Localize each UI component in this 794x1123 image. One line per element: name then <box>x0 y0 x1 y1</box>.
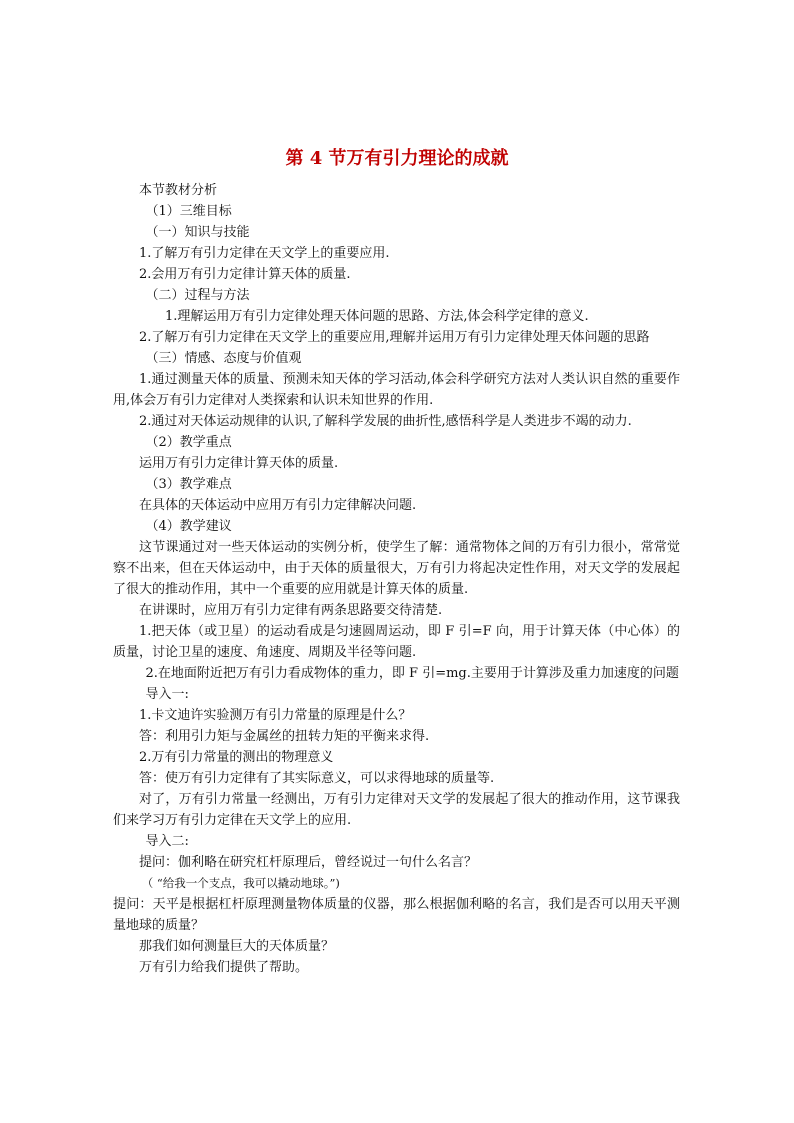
body-paragraph: 答：利用引力矩与金属丝的扭转力矩的平衡来求得. <box>139 729 430 744</box>
body-paragraph: 答：使万有引力定律有了其实际意义，可以求得地球的质量等. <box>139 771 495 786</box>
body-paragraph: （2）教学重点 <box>145 435 232 450</box>
body-paragraph: 2.了解万有引力定律在天文学上的重要应用,理解并运用万有引力定律处理天体问题的思路 <box>139 330 650 345</box>
body-paragraph: 1.卡文迪许实验测万有引力常量的原理是什么？ <box>139 708 412 723</box>
body-paragraph: 运用万有引力定律计算天体的质量. <box>139 456 339 471</box>
body-paragraph: 2.会用万有引力定律计算天体的质量. <box>139 267 351 282</box>
body-paragraph: （三）情感、态度与价值观 <box>145 351 302 366</box>
body-paragraph: 提问：伽利略在研究杠杆原理后，曾经说过一句什么名言？ <box>139 855 478 870</box>
body-paragraph: 在具体的天体运动中应用万有引力定律解决问题. <box>139 498 417 513</box>
body-paragraph: 对了，万有引力常量一经测出，万有引力定律对天文学的发展起了很大的推动作用，这节课我们来学习万有引力定律在天文学上的应用. <box>113 792 680 828</box>
body-paragraph: 2.万有引力常量的测出的物理意义 <box>139 750 334 765</box>
body-paragraph: 本节教材分析 <box>139 183 218 198</box>
body-paragraph: 2.通过对天体运动规律的认识,了解科学发展的曲折性,感悟科学是人类进步不竭的动力. <box>139 414 632 429</box>
body-paragraph: （1）三维目标 <box>145 204 232 219</box>
body-paragraph: 1.把天体（或卫星）的运动看成是匀速圆周运动，即 F 引=F 向，用于计算天体（中心体）的质量，讨论卫星的速度、角速度、周期及半径等问题. <box>113 624 680 660</box>
body-paragraph: 1.理解运用万有引力定律处理天体问题的思路、方法,体会科学定律的意义. <box>165 309 589 324</box>
document-body <box>113 180 680 978</box>
body-paragraph: （3）教学难点 <box>145 477 232 492</box>
body-paragraph: 万有引力给我们提供了帮助。 <box>139 960 309 975</box>
body-paragraph: （4）教学建议 <box>145 519 232 534</box>
body-paragraph: 那我们如何测量巨大的天体质量？ <box>139 939 335 954</box>
body-paragraph: 1.通过测量天体的质量、预测未知天体的学习活动,体会科学研究方法对人类认识自然的重要作用,体会万有引力定律对人类探索和认识未知世界的作用. <box>113 372 680 408</box>
body-paragraph: 在讲课时，应用万有引力定律有两条思路要交待清楚. <box>139 603 443 618</box>
body-paragraph: 提问：天平是根据杠杆原理测量物体质量的仪器，那么根据伽利略的名言，我们是否可以用天平测量地球的质量？ <box>113 897 680 933</box>
body-paragraph: 导入二: <box>145 834 189 849</box>
body-paragraph: （ “给我一个支点，我可以撬动地球。”) <box>141 876 340 890</box>
body-paragraph: 这节课通过对一些天体运动的实例分析，使学生了解：通常物体之间的万有引力很小，常常觉察不出来，但在天体运动中，由于天体的质量很大，万有引力将起决定性作用，对天文学的发展起了很大的推动作用，其中一个重要的应用就是计算天体的质量. <box>113 540 680 597</box>
body-paragraph: 2.在地面附近把万有引力看成物体的重力，即 F 引=mg.主要用于计算涉及重力加速度的问题 <box>145 666 679 681</box>
body-paragraph: 1.了解万有引力定律在天文学上的重要应用. <box>139 246 390 261</box>
body-paragraph: 导入一: <box>145 687 189 702</box>
body-paragraph: （一）知识与技能 <box>145 225 250 240</box>
page-title: 第 4 节万有引力理论的成就 <box>285 148 509 169</box>
body-paragraph: （二）过程与方法 <box>145 288 250 303</box>
